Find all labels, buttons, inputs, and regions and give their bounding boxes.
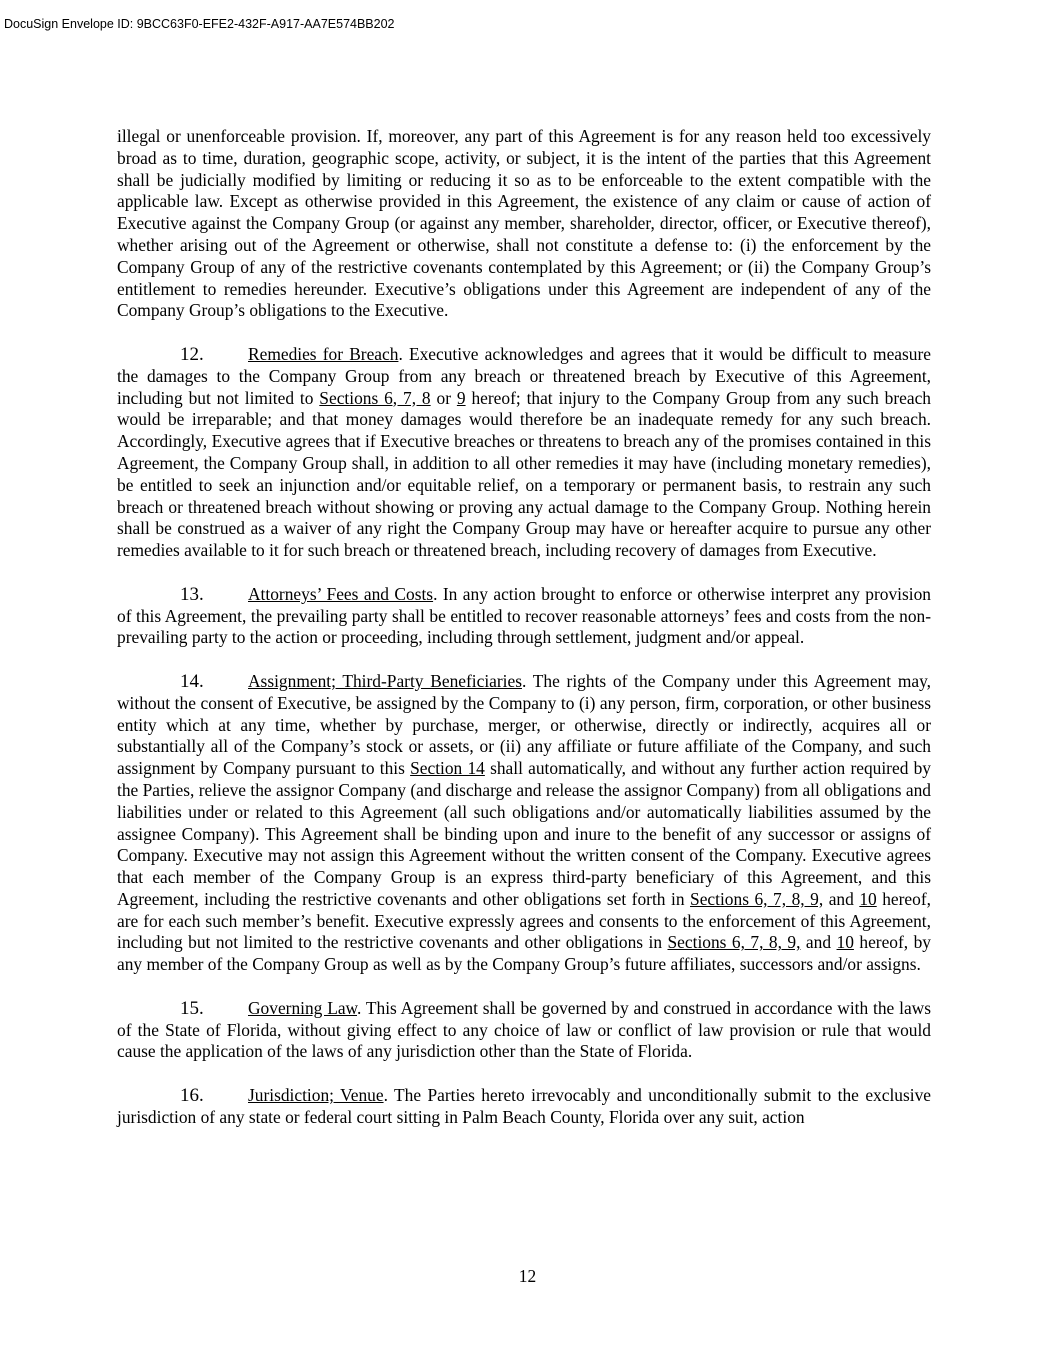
- document-body: [117, 126, 931, 1150]
- section-reference: 10: [836, 932, 854, 953]
- section-reference: 10: [859, 888, 877, 909]
- section-text: hereof, by any member of the Company Group as well as by the Company Group’s future affiliates, successors and/or assigns.: [117, 932, 931, 975]
- section-number: 12.: [180, 343, 204, 365]
- section-reference: Sections 6, 7, 8, 9,: [667, 932, 801, 953]
- section-text: and: [823, 888, 860, 909]
- section-heading: Remedies for Breach: [248, 343, 399, 364]
- section-16: [117, 1085, 931, 1129]
- section-heading: Jurisdiction; Venue: [248, 1085, 384, 1106]
- section-heading: Attorneys’ Fees and Costs: [248, 583, 434, 604]
- section-text: . This Agreement shall be governed by and construed in accordance with the laws of the State of Florida, without giving effect to any choice of law or conflict of law provision or rule that would cause the application of the laws of any jurisdiction other than the State of Florida.: [117, 997, 931, 1062]
- section-text: or: [430, 387, 457, 408]
- section-14: [117, 671, 931, 976]
- section-text: hereof; that injury to the Company Group from any such breach would be irreparable; and that money damages would therefore be an inadequate remedy for any such breach. Accordingly, Executive agrees that if Executive breaches or threatens to breach any of the promises contained in this Agreement, the Company Group shall, in addition to all other remedies it may have (including monetary remedies), be entitled to seek an injunction and/or equitable relief, on a temporary or permanent basis, to restrain any such breach or threatened breach without showing or proving any actual damage to the Company Group. Nothing herein shall be construed as a waiver of any right the Company Group may have or hereafter acquire to pursue any other remedies available to it for such breach or threatened breach, including recovery of damages from Executive.: [117, 387, 931, 561]
- section-text: and: [800, 932, 837, 953]
- section-13: [117, 584, 931, 649]
- section-text: hereof, are for each such member’s benefit. Executive expressly agrees and consents to the enforcement of this Agreement, including but not limited to the restrictive covenants and other obligations in: [117, 888, 931, 953]
- section-number: 16.: [180, 1085, 204, 1107]
- section-text: . In any action brought to enforce or otherwise interpret any provision of this Agreement, the prevailing party shall be entitled to recover reasonable attorneys’ fees and costs from the non-prevailing party to the action or proceeding, including through settlement, judgment and/or appeal.: [117, 583, 931, 648]
- section-text: . Executive acknowledges and agrees that it would be difficult to measure the damages to the Company Group from any breach or threatened breach by Executive of this Agreement, including but not limited to: [117, 343, 931, 408]
- section-12: [117, 344, 931, 562]
- section-number: 14.: [180, 670, 204, 692]
- page-number: 12: [518, 1266, 537, 1286]
- section-text: shall automatically, and without any further action required by the Parties, relieve the assignor Company (and discharge and release the assignor Company) from all obligations and liabilities under or related to this Agreement (all such obligations and/or automatically liabilities assumed by the assignee Company). This Agreement shall be binding upon and inure to the benefit of any successor or assigns of Company. Executive may not assign this Agreement without the written consent of the Company. Executive agrees that each member of the Company Group is an express third-party beneficiary of this Agreement, and this Agreement, including the restrictive covenants and other obligations set forth in: [117, 758, 931, 909]
- section-reference: Sections 6, 7, 8: [319, 387, 431, 408]
- docusign-envelope-id: DocuSign Envelope ID: 9BCC63F0-EFE2-432F-A917-AA7E574BB202: [4, 17, 395, 31]
- section-reference: 9: [456, 387, 466, 408]
- section-reference: Section 14: [410, 758, 485, 779]
- section-number: 13.: [180, 583, 204, 605]
- section-text: . The rights of the Company under this Agreement may, without the consent of Executive, be assigned by the Company to (i) any person, firm, corporation, or other business entity which at any time, whether by purchase, merger, or otherwise, directly or indirectly, acquires all or substantially all of the Company’s stock or assets, or (ii) any affiliate or future affiliate of the Company, and such assignment by Company pursuant to this: [117, 670, 931, 779]
- section-reference: Sections 6, 7, 8, 9,: [690, 888, 824, 909]
- section-heading: Governing Law: [248, 997, 357, 1018]
- section-15: [117, 998, 931, 1063]
- paragraph-continuation: illegal or unenforceable provision. If, moreover, any part of this Agreement is for any reason held too excessively broad as to time, duration, geographic scope, activity, or subject, it is the intent of the parties that this Agreement shall be judicially modified by limiting or reducing it so as to be enforceable to the extent compatible with the applicable law. Except as otherwise provided in this Agreement, the existence of any claim or cause of action of Executive against the Company Group (or against any member, shareholder, director, officer, or Executive thereof), whether arising out of the Agreement or otherwise, shall not constitute a defense to: (i) the enforcement by the Company Group of any of the restrictive covenants contemplated by this Agreement; or (ii) the Company Group’s entitlement to remedies hereunder. Executive’s obligations under this Agreement are independent of any of the Company Group’s obligations to the Executive.: [117, 126, 931, 321]
- section-text: . The Parties hereto irrevocably and unconditionally submit to the exclusive jurisdiction of any state or federal court sitting in Palm Beach County, Florida over any suit, action: [117, 1085, 931, 1127]
- section-number: 15.: [180, 997, 204, 1019]
- section-heading: Assignment; Third-Party Beneficiaries: [248, 670, 522, 691]
